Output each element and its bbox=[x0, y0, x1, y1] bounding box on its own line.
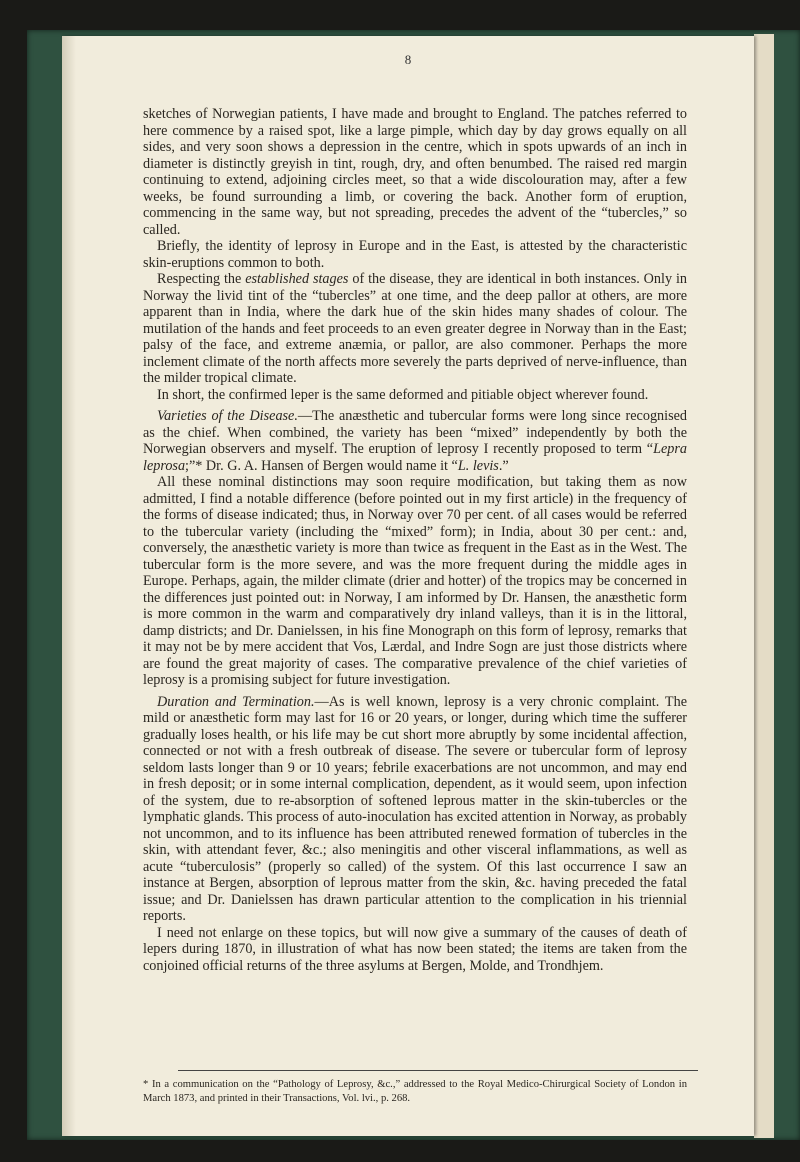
paragraph-1: sketches of Norwegian patients, I have made and brought to England. The patches referred to here commence by a raised spot, like a large pimple, which day by day grows equally on all sides, and very soon shows a depression in the centre, which in spots upwards of an inch in diameter is distinctly greyish in tint, rough, dry, and often benumbed. The raised red margin continuing to extend, adjoining circles meet, so that a wide discolouration may, after a few weeks, be found surrounding a limb, or covering the back. Another form of eruption, commencing in the same way, but not spreading, precedes the advent of the “tubercles,” so called. bbox=[143, 106, 687, 238]
section-duration: Duration and Termination.—As is well known, leprosy is a very chronic complaint. The mild or anæsthetic form may last for 16 or 20 years, or longer, during which time the sufferer gradually loses health, or his life may be cut short more abruptly by some incidental affection, connected or not with a fresh outbreak of disease. The severe or tubercular form of leprosy seldom lasts longer than 9 or 10 years; febrile exacerbations are not uncommon, and may end in fresh deposit; or in some internal complication, dependent, as it would seem, upon infection of the system, due to re-absorption of softened leprous matter in the skin-tubercles or the lymphatic glands. This process of auto-inoculation has excited attention in Norway, as probably not uncommon, and to its influence has been attributed renewed formation of tubercles in the skin, with attendant fever, &c.; also meningitis and other visceral inflammations, as well as acute “tuberculosis” (properly so called) of the system. Of this last occurrence I saw an instance at Bergen, absorption of leprous matter from the skin, &c. having preceded the fatal issue; and Dr. Danielssen has drawn particular attention to the complication in his triennial reports. bbox=[143, 693, 687, 924]
italic-phrase: established stages bbox=[245, 271, 349, 287]
footnote: * In a communication on the “Pathology of Leprosy, &c.,” addressed to the Royal Medico-Chirurgical Society of London in March 1873, and printed in their Transactions, Vol. lvi., p. 268. bbox=[143, 1079, 687, 1104]
gutter-shadow bbox=[62, 36, 76, 1136]
paragraph-8: I need not enlarge on these topics, but will now give a summary of the causes of death of lepers during 1870, in illustration of what has now been stated; the items are taken from the conjoined official returns of the three asylums at Bergen, Molde, and Trondhjem. bbox=[143, 924, 687, 974]
paragraph-6: All these nominal distinctions may soon require modification, but taking them as now admitted, I find a notable difference (before pointed out in my first article) in the frequency of the forms of disease indicated; thus, in Norway over 70 per cent. of all cases would be referred to the tubercular variety (including the “mixed” form); in India, about 30 per cent.: and, conversely, the anæsthetic variety is more than twice as frequent in the East as in the West. The tubercular form is the more severe, and was the more frequent during the middle ages in Europe. Perhaps, again, the milder climate (drier and hotter) of the tropics may be concerned in the differences just pointed out: in Norway, I am informed by Dr. Hansen, the anæsthetic form is more common in the warm and comparatively dry inland valleys, than it is in the littoral, damp districts; and Dr. Danielssen, in his fine Monograph on this form of leprosy, remarks that it may not be by mere accident that Vos, Lærdal, and Indre Sogn are just those districts where are found the great majority of cases. The comparative prevalence of the chief varieties of leprosy is a promising subject for future investigation. bbox=[143, 474, 687, 688]
body-text bbox=[143, 106, 687, 974]
paragraph-4: In short, the confirmed leper is the same deformed and pitiable object wherever found. bbox=[157, 386, 649, 403]
section-heading-duration: Duration and Termination. bbox=[157, 693, 315, 710]
footnote-rule bbox=[178, 1070, 698, 1071]
page-header bbox=[62, 0, 754, 100]
paragraph-3: Respecting the established stages of the disease, they are identical in both instances. Only in Norway the livid tint of the “tubercles” at one time, and the deep pallor at others, are more apparent than in India, where the dark hue of the skin hides many shades of colour. The mutilation of the hands and feet proceeds to an even greater degree in Norway than in the East; palsy of the face, and extreme anæmia, or pallor, are also commoner. Perhaps the more inclement climate of the north affects more severely the parts deprived of nerve-influence, than the milder tropical climate. bbox=[143, 271, 688, 386]
paragraph-2: Briefly, the identity of leprosy in Europe and in the East, is attested by the characteristic skin-eruptions common to both. bbox=[143, 238, 687, 271]
page-number: 8 bbox=[404, 52, 412, 67]
section-heading-varieties: Varieties of the Disease. bbox=[157, 408, 298, 424]
section-varieties: Varieties of the Disease.—The anæsthetic and tubercular forms were long since recognised as the chief. When combined, the variety has been “mixed” independently by both the Norwegian observers and myself. The eruption of leprosy I recently proposed to term “Lepra leprosa;”* Dr. G. A. Hansen of Bergen would name it “L. levis.” bbox=[143, 408, 687, 474]
adjacent-page-edge bbox=[754, 34, 774, 1138]
